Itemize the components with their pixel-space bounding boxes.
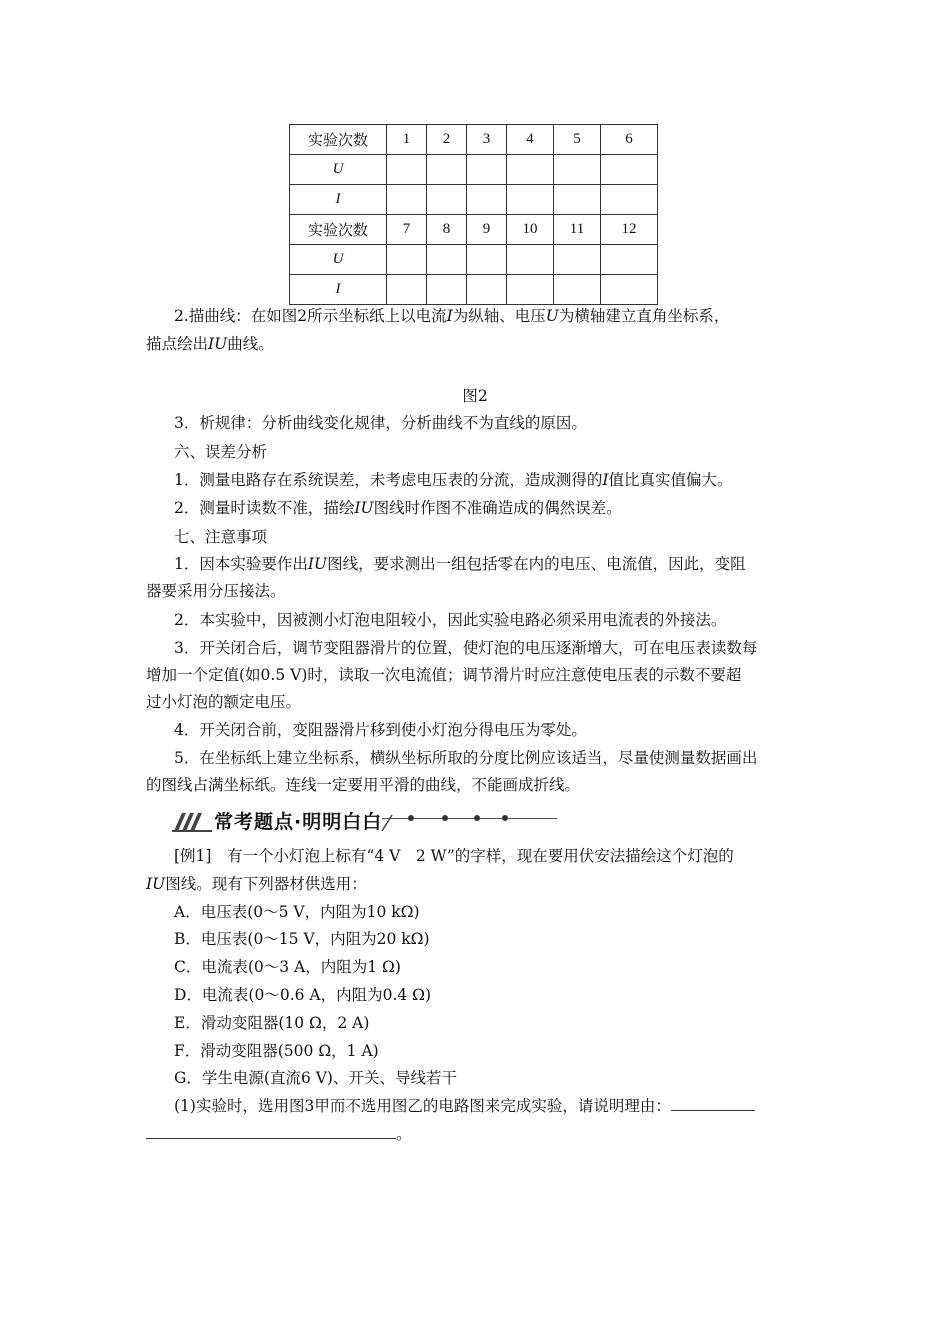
option-a: A．电压表(0～5 V，内阻为10 kΩ) — [174, 903, 420, 921]
table-cell — [427, 185, 467, 215]
step2-line1 — [174, 306, 844, 326]
section6-item1 — [174, 470, 844, 490]
section7-item3-line1: 3．开关闭合后，调节变阻器滑片的位置，使灯泡的电压逐渐增大，可在电压表读数每 — [174, 639, 758, 657]
table-cell — [554, 155, 601, 185]
table-row-label-i: I — [290, 275, 387, 305]
section7-item1-line1 — [174, 554, 844, 574]
figure-caption: 图2 — [462, 387, 488, 405]
slash-icon — [378, 809, 396, 833]
table-cell: 2 — [427, 125, 467, 155]
step2-line2 — [146, 334, 816, 354]
question1-line1 — [174, 1096, 844, 1116]
table-cell — [554, 275, 601, 305]
text: 1．测量电路存在系统误差，未考虑电压表的分流，造成测得的 — [174, 471, 603, 489]
step3: 3．析规律：分析曲线变化规律，分析曲线不为直线的原因。 — [174, 414, 587, 432]
text: 值比真实值偏大。 — [608, 471, 733, 489]
option-f: F．滑动变阻器(500 Ω，1 A) — [174, 1042, 379, 1060]
table-header-cell: 实验次数 — [290, 215, 387, 245]
table-cell — [601, 185, 658, 215]
dot-icon — [474, 815, 480, 821]
data-table — [289, 124, 658, 305]
table-cell — [387, 245, 427, 275]
text: 2.描曲线：在如图2所示坐标纸上以电流 — [174, 307, 447, 325]
table-cell — [387, 185, 427, 215]
banner-title: 常考题点·明明白白 — [214, 811, 383, 833]
table-cell — [467, 275, 507, 305]
section6-item2 — [174, 498, 844, 518]
text: 曲线。 — [227, 335, 274, 353]
example-line2 — [146, 874, 816, 894]
section7-item3-line3: 过小灯泡的额定电压。 — [146, 693, 302, 711]
table-row — [290, 125, 658, 155]
symbol-iu: IU — [354, 499, 374, 517]
section-banner — [172, 805, 562, 835]
text: 描点绘出 — [146, 335, 209, 353]
table-header-cell: 实验次数 — [290, 125, 387, 155]
table-cell — [467, 155, 507, 185]
section7-item2: 2．本实验中，因被测小灯泡电阻较小，因此实验电路必须采用电流表的外接法。 — [174, 611, 727, 629]
symbol-iu: IU — [146, 875, 166, 893]
table-row — [290, 275, 658, 305]
section7-item5-line2: 的图线占满坐标纸。连线一定要用平滑的曲线，不能画成折线。 — [146, 776, 581, 794]
answer-blank[interactable] — [146, 1124, 396, 1139]
table-row — [290, 245, 658, 275]
section7-item1-line2: 器要采用分压接法。 — [146, 582, 286, 600]
dot-icon — [442, 815, 448, 821]
question1-line2 — [146, 1124, 816, 1144]
symbol-iu: IU — [307, 555, 328, 573]
table-cell — [427, 245, 467, 275]
section7-item4: 4．开关闭合前，变阻器滑片移到使小灯泡分得电压为零处。 — [174, 721, 587, 739]
table-cell: 10 — [507, 215, 554, 245]
option-b: B．电压表(0～15 V，内阻为20 kΩ) — [174, 930, 430, 948]
table-row-label-u: U — [290, 155, 387, 185]
symbol-i: I — [446, 307, 453, 325]
dot-icon — [408, 815, 414, 821]
table-cell: 6 — [601, 125, 658, 155]
table-row — [290, 215, 658, 245]
table-cell: 9 — [467, 215, 507, 245]
table-cell — [507, 245, 554, 275]
section7-item3-line2: 增加一个定值(如0.5 V)时，读取一次电流值；调节滑片时应注意使电压表的示数不要超 — [146, 666, 742, 684]
table-cell — [507, 185, 554, 215]
section7-item5-line1: 5．在坐标纸上建立坐标系，横纵坐标所取的分度比例应该适当，尽量使测量数据画出 — [174, 749, 758, 767]
option-c: C．电流表(0～3 A，内阻为1 Ω) — [174, 958, 401, 976]
table-cell — [601, 245, 658, 275]
table-cell — [554, 185, 601, 215]
text: 图线，要求测出一组包括零在内的电压、电流值，因此，变阻 — [327, 555, 746, 573]
section7-heading: 七、注意事项 — [174, 528, 268, 546]
table-row-label-i: I — [290, 185, 387, 215]
stripes-icon — [172, 809, 212, 833]
table-cell — [467, 185, 507, 215]
option-g: G．学生电源(直流6 V)、开关、导线若干 — [174, 1069, 457, 1087]
symbol-i: I — [602, 471, 609, 489]
table-cell: 12 — [601, 215, 658, 245]
answer-blank[interactable] — [671, 1096, 755, 1111]
table-cell: 11 — [554, 215, 601, 245]
symbol-u: U — [545, 307, 559, 325]
table-row — [290, 155, 658, 185]
text: 图线。现有下列器材供选用： — [165, 875, 367, 893]
example-line1: [例1] 有一个小灯泡上标有“4 V 2 W”的字样，现在要用伏安法描绘这个灯泡的 — [174, 847, 734, 865]
text: 为横轴建立直角坐标系， — [558, 307, 730, 325]
dot-icon — [502, 815, 508, 821]
table-cell — [467, 245, 507, 275]
table-row-label-u: U — [290, 245, 387, 275]
text: 2．测量时读数不准，描绘 — [174, 499, 355, 517]
section6-heading: 六、误差分析 — [174, 443, 268, 461]
table-cell: 3 — [467, 125, 507, 155]
table-cell — [387, 275, 427, 305]
table-cell — [427, 275, 467, 305]
table-cell — [601, 155, 658, 185]
table-row — [290, 185, 658, 215]
option-e: E．滑动变阻器(10 Ω，2 A) — [174, 1014, 370, 1032]
table-cell: 7 — [387, 215, 427, 245]
table-cell — [554, 245, 601, 275]
option-d: D．电流表(0～0.6 A，内阻为0.4 Ω) — [174, 986, 432, 1004]
text: 1．因本实验要作出 — [174, 555, 308, 573]
symbol-iu: IU — [208, 335, 228, 353]
table-cell: 8 — [427, 215, 467, 245]
table-cell — [387, 155, 427, 185]
text: 图线时作图不准确造成的偶然误差。 — [373, 499, 622, 517]
text: (1)实验时，选用图3甲而不选用图乙的电路图来完成实验，请说明理由： — [174, 1097, 671, 1115]
table-cell: 5 — [554, 125, 601, 155]
table-cell — [507, 155, 554, 185]
table-cell: 1 — [387, 125, 427, 155]
table-cell — [427, 155, 467, 185]
table-cell — [507, 275, 554, 305]
text: 。 — [396, 1125, 412, 1143]
table-cell: 4 — [507, 125, 554, 155]
text: 为纵轴、电压 — [452, 307, 546, 325]
table-cell — [601, 275, 658, 305]
